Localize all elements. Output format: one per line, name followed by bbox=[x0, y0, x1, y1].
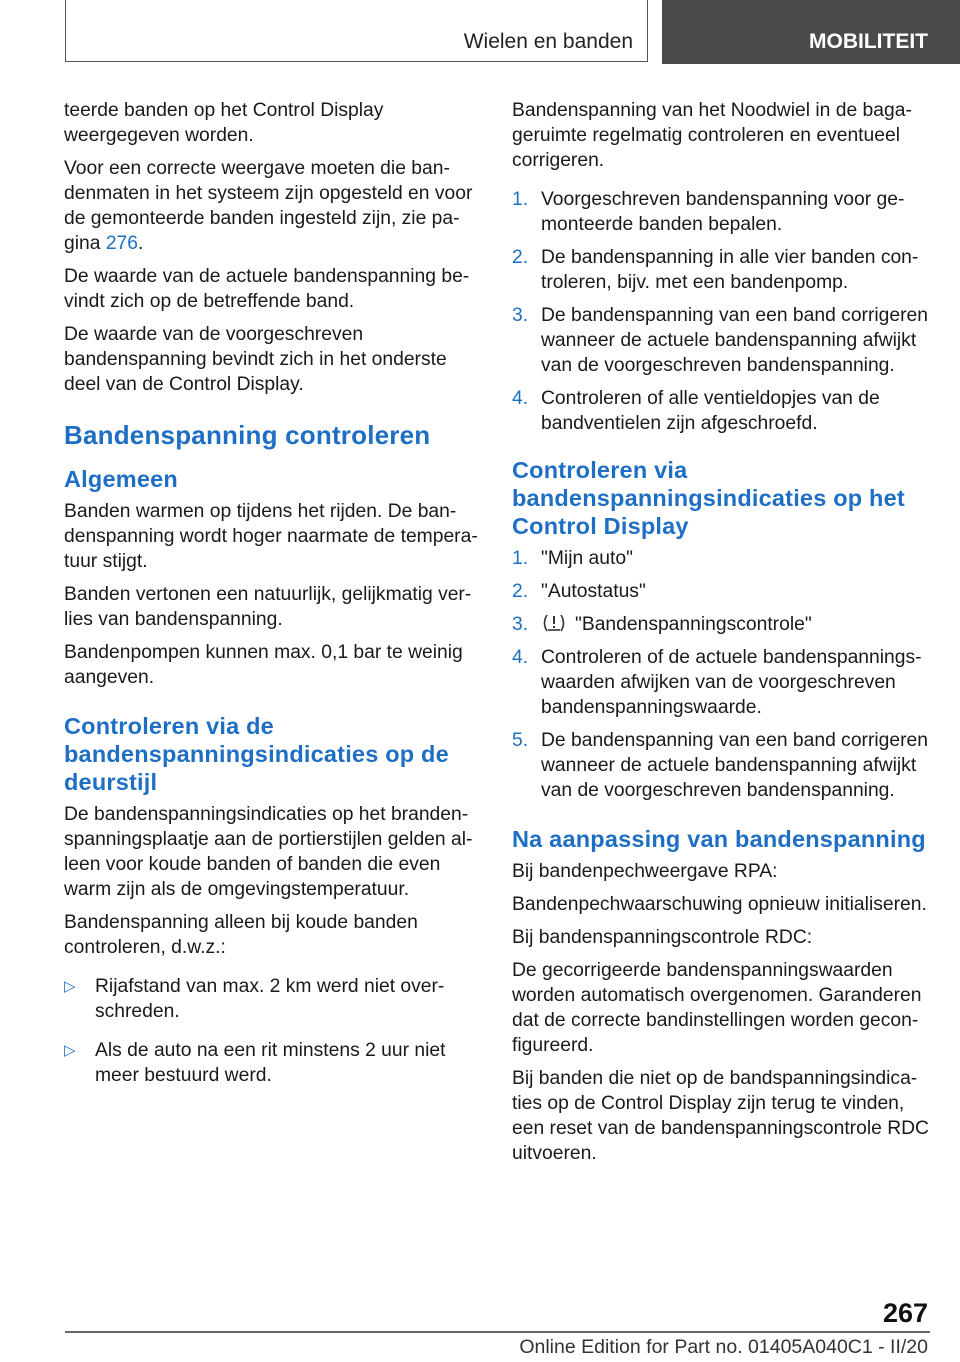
list-item bbox=[512, 386, 930, 436]
edition-footer: Online Edition for Part no. 01405A040C1 - II/20 bbox=[519, 1336, 928, 1358]
step-number: 2. bbox=[512, 247, 529, 268]
paragraph: Bij banden die niet op de bandspanningsindicaties op de Control Display zijn terug te vinden, een reset van de bandenspanningscontrole RDC uitvoeren. bbox=[512, 1068, 929, 1164]
bullet-list bbox=[64, 974, 479, 1088]
triangle-bullet-icon: ▷ bbox=[64, 978, 76, 995]
step-text: "Autostatus" bbox=[541, 581, 646, 602]
section-label: MOBILITEIT bbox=[662, 0, 960, 64]
tire-pressure-warning-icon bbox=[541, 612, 567, 634]
step-text: "Mijn auto" bbox=[541, 548, 633, 569]
heading-bandenspanning-controleren: Bandenspanning controleren bbox=[64, 420, 431, 450]
step-text: De bandenspanning van een band corrigeren wanneer de actuele bandenspanning afwijkt van de voorgeschreven bandenspanning. bbox=[541, 305, 928, 376]
list-item bbox=[512, 612, 930, 637]
list-item bbox=[512, 303, 930, 378]
step-list bbox=[512, 187, 930, 436]
heading-controleren-deurstijl: Controleren via de bandenspanningsindicaties op de deurstijl bbox=[64, 713, 449, 795]
paragraph-text: Voor een correcte weergave moeten die bandenmaten in het systeem zijn opgesteld en voor de gemonteerde banden ingesteld zijn, zie pagina bbox=[64, 158, 473, 254]
page-number: 267 bbox=[882, 1298, 928, 1328]
list-item-text: Als de auto na een rit minstens 2 uur niet meer bestuurd werd. bbox=[95, 1040, 446, 1086]
step-text: Controleren of de actuele bandenspanningswaarden afwijken van de voorgeschreven bandenspanningswaarde. bbox=[541, 647, 922, 718]
list-item-text: Rijafstand van max. 2 km werd niet overschreden. bbox=[95, 976, 445, 1022]
header-frame bbox=[65, 0, 648, 62]
paragraph: Banden vertonen een natuurlijk, gelijkmatig verlies van bandenspanning. bbox=[64, 584, 472, 630]
list-item bbox=[512, 579, 930, 604]
page-header bbox=[0, 0, 960, 66]
right-column bbox=[512, 98, 930, 1174]
list-item bbox=[64, 974, 479, 1024]
paragraph: teerde banden op het Control Display weergegeven worden. bbox=[64, 100, 384, 146]
paragraph: Bij bandenspanningscontrole RDC: bbox=[512, 927, 813, 948]
list-item bbox=[512, 546, 930, 571]
step-text: "Bandenspanningscontrole" bbox=[575, 614, 812, 635]
step-text: De bandenspanning van een band corrigeren wanneer de actuele bandenspanning afwijkt van de voorgeschreven bandenspanning. bbox=[541, 730, 928, 801]
paragraph: Bij bandenpechweergave RPA: bbox=[512, 861, 778, 882]
step-number: 2. bbox=[512, 581, 529, 602]
paragraph: Bandenspanning alleen bij koude banden controleren, d.w.z.: bbox=[64, 912, 418, 958]
step-text-with-icon bbox=[541, 612, 812, 637]
paragraph: Bandenspanning van het Noodwiel in de bagageruimte regelmatig controleren en eventueel corrigeren. bbox=[512, 100, 912, 171]
step-number: 1. bbox=[512, 189, 529, 210]
paragraph-text: . bbox=[137, 233, 144, 254]
step-text: De bandenspanning in alle vier banden controleren, bijv. met een bandenpomp. bbox=[541, 247, 919, 293]
left-column bbox=[64, 98, 479, 1102]
step-number: 1. bbox=[512, 548, 529, 569]
step-number: 3. bbox=[512, 305, 529, 326]
step-text: Voorgeschreven bandenspanning voor gemonteerde banden bepalen. bbox=[541, 189, 905, 235]
page-reference-link[interactable]: 276 bbox=[105, 233, 138, 254]
paragraph: De bandenspanningsindicaties op het brandenspanningsplaatje aan de portierstijlen gelden alleen voor koude banden of banden die even warm zijn als de omgevingstemperatuur. bbox=[64, 804, 473, 900]
list-item bbox=[512, 645, 930, 720]
paragraph: De waarde van de actuele bandenspanning bevindt zich op de betreffende band. bbox=[64, 266, 470, 312]
footer-divider bbox=[65, 1331, 930, 1333]
paragraph bbox=[64, 156, 479, 256]
triangle-bullet-icon: ▷ bbox=[64, 1042, 76, 1059]
paragraph: De gecorrigeerde bandenspanningswaarden worden automatisch overgenomen. Garanderen dat de correcte bandinstellingen worden geconfigureerd. bbox=[512, 960, 922, 1056]
paragraph: Bandenpechwaarschuwing opnieuw initialiseren. bbox=[512, 894, 927, 915]
heading-na-aanpassing: Na aanpassing van bandenspanning bbox=[512, 826, 926, 852]
step-text: Controleren of alle ventieldopjes van de bandventielen zijn afgeschroefd. bbox=[541, 388, 880, 434]
step-list bbox=[512, 546, 930, 803]
list-item bbox=[512, 187, 930, 237]
step-number: 3. bbox=[512, 614, 529, 635]
paragraph: Bandenpompen kunnen max. 0,1 bar te weinig aangeven. bbox=[64, 642, 463, 688]
step-number: 4. bbox=[512, 388, 529, 409]
paragraph: Banden warmen op tijdens het rijden. De bandenspanning wordt hoger naarmate de temperatuur stijgt. bbox=[64, 501, 478, 572]
heading-controleren-control-display: Controleren via bandenspanningsindicaties op het Control Display bbox=[512, 457, 905, 539]
list-item bbox=[512, 728, 930, 803]
heading-algemeen: Algemeen bbox=[64, 466, 178, 492]
list-item bbox=[512, 245, 930, 295]
step-number: 5. bbox=[512, 730, 529, 751]
list-item bbox=[64, 1038, 479, 1088]
chapter-title: Wielen en banden bbox=[463, 30, 633, 53]
paragraph: De waarde van de voorgeschreven bandenspanning bevindt zich in het onderste deel van de Control Display. bbox=[64, 324, 447, 395]
step-number: 4. bbox=[512, 647, 529, 668]
